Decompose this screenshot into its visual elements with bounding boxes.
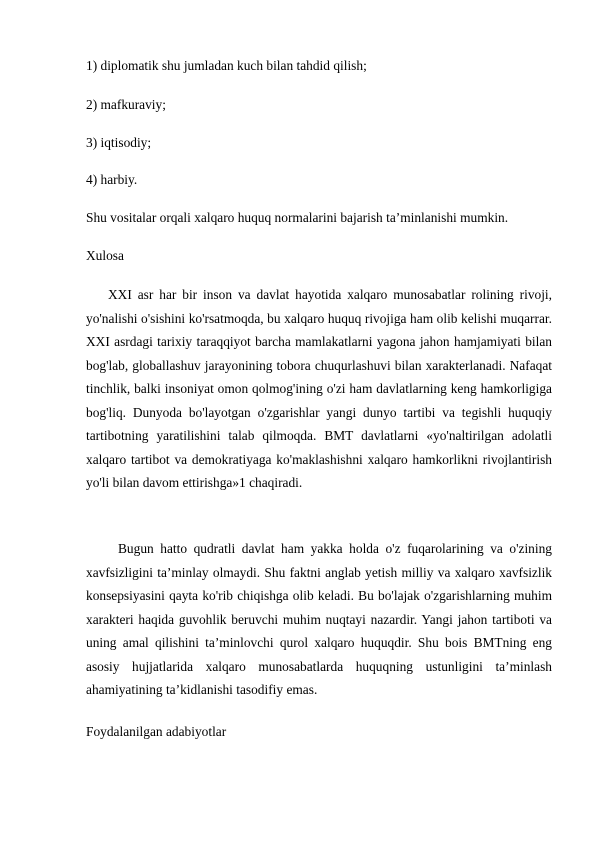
references-heading: Foydalanilgan adabiyotlar	[86, 724, 227, 739]
list-item-military: 4) harbiy.	[86, 172, 138, 187]
conclusion-heading: Xulosa	[86, 248, 124, 263]
conclusion-paragraph-1: XXI asr har bir inson va davlat hayotida xalqaro munosabatlar rolining rivoji, yo'nalishi o'sishini ko'rsatmoqda, bu xalqaro huquq rivojiga ham olib kelishi muqarrar. XXI asrdagi tarixiy taraqqiyot barcha mamlakatlarni yagona jahon hamjamiyati bilan bog'lab, globallashuv jarayonining tobora chuqurlashuvi bilan xarakterlanadi. Nafaqat tinchlik, balki insoniyat omon qolmog'ining o'zi ham davlatlarning keng hamkorligiga bog'liq. Dunyoda bo'layotgan o'zgarishlar yangi dunyo tartibi va tegishli huquqiy tartibotning yaratilishini talab qilmoqda. BMT davlatlarni «yo'naltirilgan adolatli xalqaro tartibot va demokratiyaga ko'maklashishni xalqaro hamkorlikni rivojlantirish yo'li bilan davom ettirishga»1 chaqiradi.	[86, 287, 552, 490]
summary-sentence: Shu vositalar orqali xalqaro huquq normalarini bajarish ta’minlanishi mumkin.	[86, 210, 509, 225]
conclusion-paragraph-2: Bugun hatto qudratli davlat ham yakka holda o'z fuqarolarining va o'zining xavfsizligini ta’minlay olmaydi. Shu faktni anglab yetish milliy va xalqaro xavfsizlik konsepsiyasini qayta ko'rib chiqishga olib keladi. Bu bo'lajak o'zgarishlarning muhim xarakteri haqida guvohlik beruvchi muhim nuqtayi nazardir. Yangi jahon tartiboti va uning amal qilishini ta’minlovchi qurol xalqaro huquqdir. Shu bois BMTning eng asosiy hujjatlarida xalqaro munosabatlarda huquqning ustunligini ta’minlash ahamiyatining ta’kidlanishi tasodifiy emas.	[86, 541, 552, 697]
list-item-economic: 3) iqtisodiy;	[86, 135, 152, 150]
list-item-ideological: 2) mafkuraviy;	[86, 97, 166, 112]
list-item-diplomatic: 1) diplomatik shu jumladan kuch bilan tahdid qilish;	[86, 58, 367, 73]
